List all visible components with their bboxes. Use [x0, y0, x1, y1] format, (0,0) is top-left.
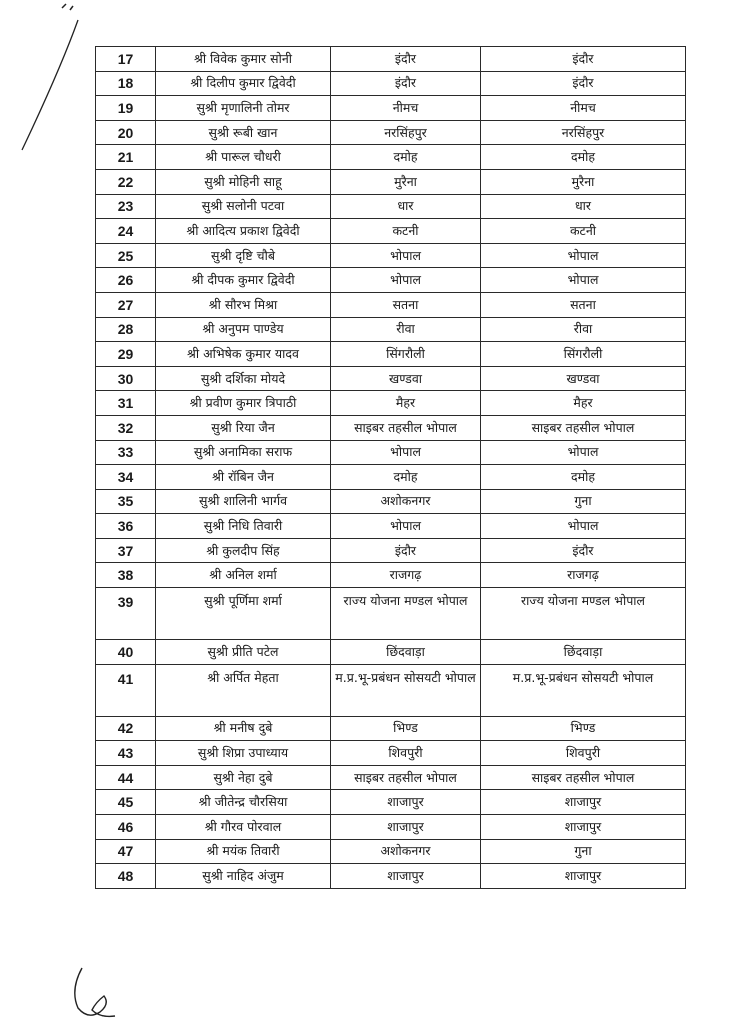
officer-name-cell: श्री अभिषेक कुमार यादव — [156, 342, 331, 367]
officer-name-cell: श्री मयंक तिवारी — [156, 839, 331, 864]
new-posting-cell: म.प्र.भू-प्रबंधन सोसयटी भोपाल — [481, 664, 686, 716]
new-posting-cell: कटनी — [481, 219, 686, 244]
officer-name-cell: सुश्री रिया जैन — [156, 415, 331, 440]
officer-name-cell: सुश्री दृष्टि चौबे — [156, 243, 331, 268]
current-posting-cell: धार — [331, 194, 481, 219]
serial-number-cell: 42 — [96, 716, 156, 741]
current-posting-cell: खण्डवा — [331, 366, 481, 391]
serial-number-cell: 31 — [96, 391, 156, 416]
new-posting-cell: शाजापुर — [481, 864, 686, 889]
officer-name-cell: श्री अर्पित मेहता — [156, 664, 331, 716]
current-posting-cell: साइबर तहसील भोपाल — [331, 415, 481, 440]
table-row — [96, 415, 686, 440]
table-row — [96, 391, 686, 416]
officer-name-cell: सुश्री नाहिद अंजुम — [156, 864, 331, 889]
current-posting-cell: अशोकनगर — [331, 839, 481, 864]
current-posting-cell: भिण्ड — [331, 716, 481, 741]
table-row — [96, 465, 686, 490]
new-posting-cell: खण्डवा — [481, 366, 686, 391]
table-row — [96, 440, 686, 465]
serial-number-cell: 18 — [96, 71, 156, 96]
table-row — [96, 268, 686, 293]
table-row — [96, 96, 686, 121]
current-posting-cell: भोपाल — [331, 268, 481, 293]
table-row — [96, 588, 686, 640]
table-row — [96, 664, 686, 716]
serial-number-cell: 21 — [96, 145, 156, 170]
serial-number-cell: 23 — [96, 194, 156, 219]
officer-name-cell: सुश्री शालिनी भार्गव — [156, 489, 331, 514]
serial-number-cell: 46 — [96, 815, 156, 840]
serial-number-cell: 25 — [96, 243, 156, 268]
table-row — [96, 169, 686, 194]
serial-number-cell: 24 — [96, 219, 156, 244]
current-posting-cell: नीमच — [331, 96, 481, 121]
serial-number-cell: 38 — [96, 563, 156, 588]
officer-name-cell: सुश्री अनामिका सराफ — [156, 440, 331, 465]
new-posting-cell: मैहर — [481, 391, 686, 416]
table-row — [96, 317, 686, 342]
officer-name-cell: श्री अनुपम पाण्डेय — [156, 317, 331, 342]
current-posting-cell: राज्य योजना मण्डल भोपाल — [331, 588, 481, 640]
table-row — [96, 815, 686, 840]
table-row — [96, 640, 686, 665]
serial-number-cell: 47 — [96, 839, 156, 864]
serial-number-cell: 27 — [96, 292, 156, 317]
serial-number-cell: 43 — [96, 741, 156, 766]
serial-number-cell: 44 — [96, 765, 156, 790]
officer-name-cell: श्री विवेक कुमार सोनी — [156, 47, 331, 72]
serial-number-cell: 33 — [96, 440, 156, 465]
new-posting-cell: नीमच — [481, 96, 686, 121]
table-body — [96, 47, 686, 889]
table-row — [96, 292, 686, 317]
officer-name-cell: सुश्री दर्शिका मोयदे — [156, 366, 331, 391]
current-posting-cell: साइबर तहसील भोपाल — [331, 765, 481, 790]
current-posting-cell: शाजापुर — [331, 790, 481, 815]
current-posting-cell: शाजापुर — [331, 864, 481, 889]
new-posting-cell: भोपाल — [481, 243, 686, 268]
current-posting-cell: दमोह — [331, 145, 481, 170]
officer-name-cell: सुश्री निधि तिवारी — [156, 514, 331, 539]
serial-number-cell: 34 — [96, 465, 156, 490]
serial-number-cell: 48 — [96, 864, 156, 889]
current-posting-cell: मुरैना — [331, 169, 481, 194]
current-posting-cell: सतना — [331, 292, 481, 317]
serial-number-cell: 17 — [96, 47, 156, 72]
table-row — [96, 120, 686, 145]
table-row — [96, 243, 686, 268]
table-row — [96, 489, 686, 514]
officer-name-cell: श्री अनिल शर्मा — [156, 563, 331, 588]
new-posting-cell: धार — [481, 194, 686, 219]
new-posting-cell: सिंगरौली — [481, 342, 686, 367]
officer-name-cell: श्री दिलीप कुमार द्विवेदी — [156, 71, 331, 96]
serial-number-cell: 30 — [96, 366, 156, 391]
current-posting-cell: इंदौर — [331, 71, 481, 96]
table-row — [96, 47, 686, 72]
officer-name-cell: सुश्री रूबी खान — [156, 120, 331, 145]
transfer-list-table — [95, 46, 686, 889]
table-row — [96, 716, 686, 741]
new-posting-cell: गुना — [481, 489, 686, 514]
officer-name-cell: सुश्री पूर्णिमा शर्मा — [156, 588, 331, 640]
serial-number-cell: 40 — [96, 640, 156, 665]
table-row — [96, 342, 686, 367]
officer-name-cell: श्री कुलदीप सिंह — [156, 538, 331, 563]
current-posting-cell: रीवा — [331, 317, 481, 342]
current-posting-cell: शिवपुरी — [331, 741, 481, 766]
officer-name-cell: श्री गौरव पोरवाल — [156, 815, 331, 840]
officer-name-cell: सुश्री मोहिनी साहू — [156, 169, 331, 194]
table-row — [96, 765, 686, 790]
current-posting-cell: छिंदवाड़ा — [331, 640, 481, 665]
new-posting-cell: भिण्ड — [481, 716, 686, 741]
current-posting-cell: अशोकनगर — [331, 489, 481, 514]
current-posting-cell: म.प्र.भू-प्रबंधन सोसयटी भोपाल — [331, 664, 481, 716]
current-posting-cell: कटनी — [331, 219, 481, 244]
new-posting-cell: गुना — [481, 839, 686, 864]
officer-name-cell: श्री प्रवीण कुमार त्रिपाठी — [156, 391, 331, 416]
table-row — [96, 514, 686, 539]
table-row — [96, 538, 686, 563]
current-posting-cell: दमोह — [331, 465, 481, 490]
officer-name-cell: सुश्री नेहा दुबे — [156, 765, 331, 790]
serial-number-cell: 41 — [96, 664, 156, 716]
new-posting-cell: राजगढ़ — [481, 563, 686, 588]
current-posting-cell: भोपाल — [331, 514, 481, 539]
new-posting-cell: रीवा — [481, 317, 686, 342]
serial-number-cell: 36 — [96, 514, 156, 539]
current-posting-cell: नरसिंहपुर — [331, 120, 481, 145]
new-posting-cell: शाजापुर — [481, 815, 686, 840]
officer-name-cell: सुश्री सलोनी पटवा — [156, 194, 331, 219]
serial-number-cell: 35 — [96, 489, 156, 514]
officer-name-cell: श्री पारूल चौधरी — [156, 145, 331, 170]
new-posting-cell: इंदौर — [481, 47, 686, 72]
officer-name-cell: श्री आदित्य प्रकाश द्विवेदी — [156, 219, 331, 244]
serial-number-cell: 45 — [96, 790, 156, 815]
serial-number-cell: 28 — [96, 317, 156, 342]
officer-name-cell: सुश्री मृणालिनी तोमर — [156, 96, 331, 121]
officer-name-cell: श्री रॉबिन जैन — [156, 465, 331, 490]
new-posting-cell: मुरैना — [481, 169, 686, 194]
current-posting-cell: इंदौर — [331, 538, 481, 563]
new-posting-cell: दमोह — [481, 145, 686, 170]
officer-name-cell: श्री मनीष दुबे — [156, 716, 331, 741]
serial-number-cell: 37 — [96, 538, 156, 563]
current-posting-cell: इंदौर — [331, 47, 481, 72]
officer-name-cell: श्री जीतेन्द्र चौरसिया — [156, 790, 331, 815]
new-posting-cell: इंदौर — [481, 538, 686, 563]
new-posting-cell: साइबर तहसील भोपाल — [481, 765, 686, 790]
new-posting-cell: सतना — [481, 292, 686, 317]
new-posting-cell: शिवपुरी — [481, 741, 686, 766]
new-posting-cell: भोपाल — [481, 514, 686, 539]
table-row — [96, 864, 686, 889]
table-row — [96, 563, 686, 588]
serial-number-cell: 39 — [96, 588, 156, 640]
officer-name-cell: सुश्री प्रीति पटेल — [156, 640, 331, 665]
table-row — [96, 741, 686, 766]
new-posting-cell: भोपाल — [481, 440, 686, 465]
current-posting-cell: मैहर — [331, 391, 481, 416]
serial-number-cell: 29 — [96, 342, 156, 367]
table-row — [96, 194, 686, 219]
new-posting-cell: राज्य योजना मण्डल भोपाल — [481, 588, 686, 640]
new-posting-cell: इंदौर — [481, 71, 686, 96]
new-posting-cell: दमोह — [481, 465, 686, 490]
new-posting-cell: नरसिंहपुर — [481, 120, 686, 145]
current-posting-cell: भोपाल — [331, 440, 481, 465]
table-row — [96, 71, 686, 96]
officer-name-cell: श्री दीपक कुमार द्विवेदी — [156, 268, 331, 293]
serial-number-cell: 32 — [96, 415, 156, 440]
table-row — [96, 839, 686, 864]
new-posting-cell: शाजापुर — [481, 790, 686, 815]
new-posting-cell: छिंदवाड़ा — [481, 640, 686, 665]
new-posting-cell: साइबर तहसील भोपाल — [481, 415, 686, 440]
current-posting-cell: सिंगरौली — [331, 342, 481, 367]
table-row — [96, 790, 686, 815]
serial-number-cell: 22 — [96, 169, 156, 194]
serial-number-cell: 26 — [96, 268, 156, 293]
table-row — [96, 219, 686, 244]
serial-number-cell: 19 — [96, 96, 156, 121]
table-row — [96, 366, 686, 391]
current-posting-cell: राजगढ़ — [331, 563, 481, 588]
serial-number-cell: 20 — [96, 120, 156, 145]
table-row — [96, 145, 686, 170]
current-posting-cell: शाजापुर — [331, 815, 481, 840]
officer-name-cell: श्री सौरभ मिश्रा — [156, 292, 331, 317]
officer-name-cell: सुश्री शिप्रा उपाध्याय — [156, 741, 331, 766]
new-posting-cell: भोपाल — [481, 268, 686, 293]
current-posting-cell: भोपाल — [331, 243, 481, 268]
